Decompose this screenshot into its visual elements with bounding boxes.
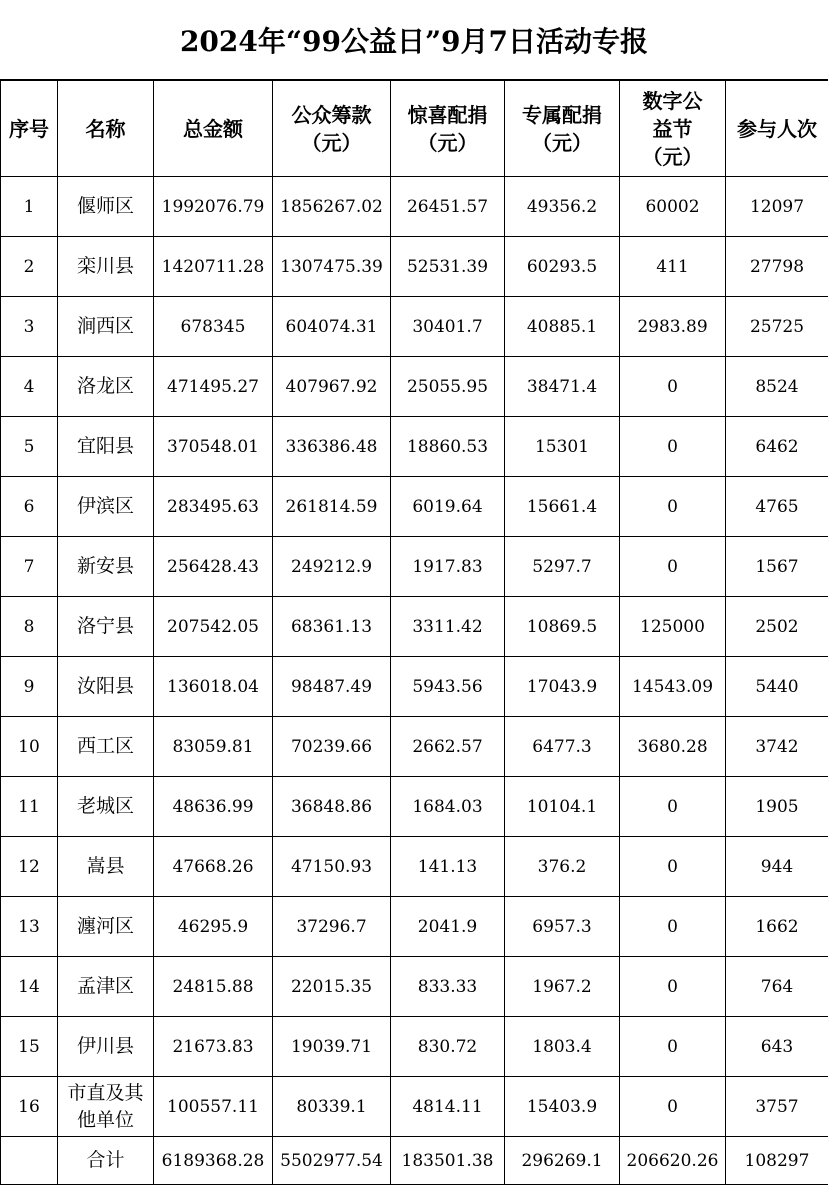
cell-digital-festival: 0 (620, 957, 726, 1017)
cell-index: 9 (1, 657, 58, 717)
cell-name: 伊滨区 (58, 477, 154, 537)
cell-public-fundraising: 22015.35 (273, 957, 391, 1017)
cell-participants: 8524 (726, 357, 828, 417)
cell-total-amount: 100557.11 (154, 1077, 273, 1137)
cell-participants: 25725 (726, 297, 828, 357)
cell-exclusive-match: 15301 (505, 417, 620, 477)
cell-public-fundraising: 407967.92 (273, 357, 391, 417)
header-line: （元） (532, 130, 592, 155)
cell-participants: 2502 (726, 597, 828, 657)
cell-surprise-match: 5943.56 (391, 657, 505, 717)
cell-digital-festival: 14543.09 (620, 657, 726, 717)
cell-surprise-match: 30401.7 (391, 297, 505, 357)
header-line: 公众筹款 (291, 102, 372, 127)
table-row (1, 1017, 828, 1077)
table-row (1, 717, 828, 777)
cell-surprise-match: 1684.03 (391, 777, 505, 837)
cell-public-fundraising: 336386.48 (273, 417, 391, 477)
cell-exclusive-match: 5297.7 (505, 537, 620, 597)
cell-exclusive-match: 6477.3 (505, 717, 620, 777)
cell-public-fundraising: 37296.7 (273, 897, 391, 957)
cell-public-fundraising: 36848.86 (273, 777, 391, 837)
cell-participants: 1567 (726, 537, 828, 597)
cell-total-amount: 471495.27 (154, 357, 273, 417)
header-name: 名称 (58, 81, 154, 177)
cell-digital-festival: 0 (620, 1017, 726, 1077)
cell-participants: 6462 (726, 417, 828, 477)
cell-total-amount: 136018.04 (154, 657, 273, 717)
cell-surprise-match: 3311.42 (391, 597, 505, 657)
cell-surprise-match: 18860.53 (391, 417, 505, 477)
header-exclusive-match (505, 81, 620, 177)
cell-participants: 944 (726, 837, 828, 897)
cell-participants: 3742 (726, 717, 828, 777)
table-row (1, 297, 828, 357)
total-cell-public-fundraising: 5502977.54 (273, 1137, 391, 1185)
cell-index: 7 (1, 537, 58, 597)
header-line: （元） (642, 144, 703, 169)
cell-exclusive-match: 40885.1 (505, 297, 620, 357)
cell-surprise-match: 2041.9 (391, 897, 505, 957)
cell-surprise-match: 6019.64 (391, 477, 505, 537)
cell-index: 14 (1, 957, 58, 1017)
cell-participants: 1905 (726, 777, 828, 837)
total-cell-total-amount: 6189368.28 (154, 1137, 273, 1185)
cell-total-amount: 24815.88 (154, 957, 273, 1017)
cell-name: 宜阳县 (58, 417, 154, 477)
total-cell-digital-festival: 206620.26 (620, 1137, 726, 1185)
cell-name: 偃师区 (58, 177, 154, 237)
cell-participants: 27798 (726, 237, 828, 297)
cell-participants: 1662 (726, 897, 828, 957)
cell-name: 嵩县 (58, 837, 154, 897)
cell-index: 15 (1, 1017, 58, 1077)
cell-exclusive-match: 376.2 (505, 837, 620, 897)
cell-exclusive-match: 60293.5 (505, 237, 620, 297)
cell-index: 10 (1, 717, 58, 777)
table-row (1, 357, 828, 417)
cell-index: 12 (1, 837, 58, 897)
cell-exclusive-match: 49356.2 (505, 177, 620, 237)
header-line: 专属配捐 (522, 102, 602, 127)
cell-surprise-match: 1917.83 (391, 537, 505, 597)
cell-public-fundraising: 98487.49 (273, 657, 391, 717)
cell-exclusive-match: 1803.4 (505, 1017, 620, 1077)
cell-total-amount: 370548.01 (154, 417, 273, 477)
cell-name: 市直及其他单位 (58, 1077, 154, 1137)
table-row (1, 417, 828, 477)
table-row (1, 777, 828, 837)
header-line: 惊喜配捐 (407, 102, 488, 127)
cell-participants: 643 (726, 1017, 828, 1077)
cell-index: 4 (1, 357, 58, 417)
cell-public-fundraising: 249212.9 (273, 537, 391, 597)
cell-name: 孟津区 (58, 957, 154, 1017)
cell-public-fundraising: 47150.93 (273, 837, 391, 897)
table-row (1, 597, 828, 657)
table-row (1, 537, 828, 597)
header-line: 数字公 (642, 88, 703, 113)
cell-digital-festival: 0 (620, 777, 726, 837)
cell-index: 2 (1, 237, 58, 297)
table-row (1, 837, 828, 897)
cell-name: 西工区 (58, 717, 154, 777)
total-cell-exclusive-match: 296269.1 (505, 1137, 620, 1185)
cell-digital-festival: 0 (620, 417, 726, 477)
total-cell-participants: 108297 (726, 1137, 828, 1185)
total-cell-index (1, 1137, 58, 1185)
header-line: （元） (417, 130, 478, 155)
total-row (1, 1137, 828, 1185)
cell-exclusive-match: 38471.4 (505, 357, 620, 417)
cell-surprise-match: 4814.11 (391, 1077, 505, 1137)
cell-surprise-match: 26451.57 (391, 177, 505, 237)
cell-participants: 764 (726, 957, 828, 1017)
cell-participants: 12097 (726, 177, 828, 237)
cell-digital-festival: 0 (620, 357, 726, 417)
cell-surprise-match: 833.33 (391, 957, 505, 1017)
cell-digital-festival: 0 (620, 897, 726, 957)
table-row (1, 957, 828, 1017)
cell-total-amount: 1992076.79 (154, 177, 273, 237)
cell-exclusive-match: 10869.5 (505, 597, 620, 657)
cell-name: 瀍河区 (58, 897, 154, 957)
cell-name: 老城区 (58, 777, 154, 837)
cell-participants: 5440 (726, 657, 828, 717)
header-line: （元） (301, 130, 362, 155)
header-surprise-match (391, 81, 505, 177)
cell-name: 涧西区 (58, 297, 154, 357)
cell-public-fundraising: 604074.31 (273, 297, 391, 357)
cell-digital-festival: 0 (620, 477, 726, 537)
cell-participants: 4765 (726, 477, 828, 537)
cell-exclusive-match: 6957.3 (505, 897, 620, 957)
cell-public-fundraising: 261814.59 (273, 477, 391, 537)
cell-index: 5 (1, 417, 58, 477)
cell-index: 3 (1, 297, 58, 357)
cell-total-amount: 48636.99 (154, 777, 273, 837)
cell-name: 伊川县 (58, 1017, 154, 1077)
cell-total-amount: 46295.9 (154, 897, 273, 957)
cell-digital-festival: 3680.28 (620, 717, 726, 777)
cell-name: 洛宁县 (58, 597, 154, 657)
cell-public-fundraising: 19039.71 (273, 1017, 391, 1077)
cell-digital-festival: 411 (620, 237, 726, 297)
total-cell-surprise-match: 183501.38 (391, 1137, 505, 1185)
cell-total-amount: 678345 (154, 297, 273, 357)
cell-digital-festival: 2983.89 (620, 297, 726, 357)
cell-public-fundraising: 68361.13 (273, 597, 391, 657)
cell-index: 6 (1, 477, 58, 537)
cell-surprise-match: 141.13 (391, 837, 505, 897)
cell-public-fundraising: 1856267.02 (273, 177, 391, 237)
cell-index: 8 (1, 597, 58, 657)
cell-participants: 3757 (726, 1077, 828, 1137)
cell-total-amount: 1420711.28 (154, 237, 273, 297)
cell-exclusive-match: 17043.9 (505, 657, 620, 717)
header-index: 序号 (1, 81, 58, 177)
cell-surprise-match: 830.72 (391, 1017, 505, 1077)
table-row (1, 237, 828, 297)
cell-name: 栾川县 (58, 237, 154, 297)
cell-exclusive-match: 15661.4 (505, 477, 620, 537)
header-public-fundraising (273, 81, 391, 177)
total-cell-name: 合计 (58, 1137, 154, 1185)
cell-public-fundraising: 1307475.39 (273, 237, 391, 297)
cell-total-amount: 207542.05 (154, 597, 273, 657)
cell-exclusive-match: 1967.2 (505, 957, 620, 1017)
cell-public-fundraising: 80339.1 (273, 1077, 391, 1137)
cell-total-amount: 256428.43 (154, 537, 273, 597)
cell-index: 1 (1, 177, 58, 237)
table-row (1, 477, 828, 537)
cell-name: 汝阳县 (58, 657, 154, 717)
cell-digital-festival: 0 (620, 1077, 726, 1137)
cell-index: 11 (1, 777, 58, 837)
table-body (1, 177, 828, 1185)
header-row (1, 81, 828, 177)
cell-surprise-match: 2662.57 (391, 717, 505, 777)
header-digital-festival (620, 81, 726, 177)
header-participants: 参与人次 (726, 81, 828, 177)
cell-digital-festival: 0 (620, 537, 726, 597)
cell-surprise-match: 25055.95 (391, 357, 505, 417)
cell-total-amount: 47668.26 (154, 837, 273, 897)
cell-digital-festival: 125000 (620, 597, 726, 657)
table-row (1, 177, 828, 237)
table-row (1, 897, 828, 957)
table-row (1, 657, 828, 717)
cell-name: 洛龙区 (58, 357, 154, 417)
donation-table (0, 80, 828, 1185)
header-line: 益节 (652, 116, 693, 141)
cell-total-amount: 283495.63 (154, 477, 273, 537)
cell-public-fundraising: 70239.66 (273, 717, 391, 777)
cell-index: 16 (1, 1077, 58, 1137)
cell-digital-festival: 0 (620, 837, 726, 897)
cell-digital-festival: 60002 (620, 177, 726, 237)
cell-total-amount: 83059.81 (154, 717, 273, 777)
cell-name: 新安县 (58, 537, 154, 597)
table-row (1, 1077, 828, 1137)
cell-index: 13 (1, 897, 58, 957)
cell-surprise-match: 52531.39 (391, 237, 505, 297)
page-title: 2024年“99公益日”9月7日活动专报 (0, 0, 828, 80)
cell-exclusive-match: 10104.1 (505, 777, 620, 837)
cell-exclusive-match: 15403.9 (505, 1077, 620, 1137)
header-total-amount: 总金额 (154, 81, 273, 177)
cell-total-amount: 21673.83 (154, 1017, 273, 1077)
